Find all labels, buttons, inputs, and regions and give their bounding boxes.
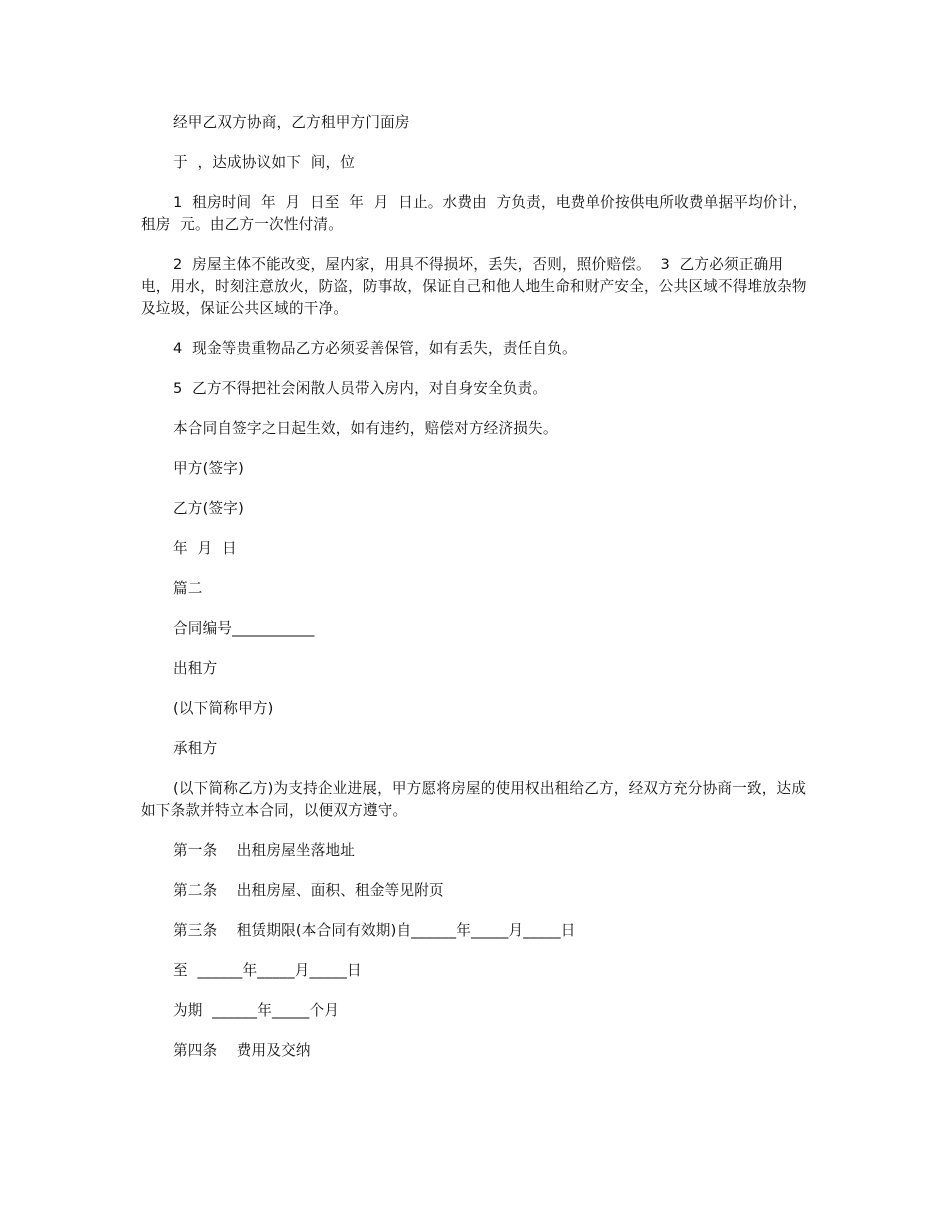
article-4: 第四条 费用及交纳 bbox=[173, 1042, 311, 1059]
contract-number: 合同编号___________ bbox=[173, 620, 315, 637]
paragraph-clause-2-3: 2 房屋主体不能改变，屋内家，用具不得损坏，丢失，否则，照价赔偿。 3 乙方必须正确用电，用水，时刻注意放火，防盗，防事故，保证自己和他人地生命和财产安全，公共区域不得堆放杂物及垃圾，保证公共区域的干净。 bbox=[141, 256, 807, 317]
document-body bbox=[141, 112, 811, 1080]
lessor-label: 出租方 bbox=[173, 660, 218, 677]
paragraph-clause-5: 5 乙方不得把社会闲散人员带入房内，对自身安全负责。 bbox=[173, 380, 548, 397]
signature-date: 年 月 日 bbox=[173, 540, 237, 557]
paragraph-effective: 本合同自签字之日起生效，如有违约，赔偿对方经济损失。 bbox=[173, 420, 558, 437]
paragraph-intro: 经甲乙双方协商，乙方租甲方门面房 bbox=[173, 114, 410, 131]
signature-party-b: 乙方(签字) bbox=[173, 500, 244, 517]
paragraph-preamble: (以下简称乙方)为支持企业进展，甲方愿将房屋的使用权出租给乙方，经双方充分协商一致，达成如下条款并特立本合同，以便双方遵守。 bbox=[141, 780, 807, 819]
paragraph-location: 于 ，达成协议如下 间，位 bbox=[173, 154, 356, 171]
paragraph-clause-1: 1 租房时间 年 月 日至 年 月 日止。水费由 方负责，电费单价按供电所收费单据平均价计，租房 元。由乙方一次性付清。 bbox=[141, 194, 808, 233]
lessee-label: 承租方 bbox=[173, 740, 218, 757]
article-2: 第二条 出租房屋、面积、租金等见附页 bbox=[173, 882, 444, 899]
section-heading: 篇二 bbox=[173, 580, 203, 597]
lessor-alias: (以下简称甲方) bbox=[173, 700, 274, 717]
article-3: 第三条 租赁期限(本合同有效期)自______年_____月_____日 bbox=[173, 922, 576, 939]
paragraph-clause-4: 4 现金等贵重物品乙方必须妥善保管，如有丢失，责任自负。 bbox=[173, 340, 577, 357]
signature-party-a: 甲方(签字) bbox=[173, 460, 244, 477]
article-3-end-date: 至 ______年_____月_____日 bbox=[173, 962, 362, 979]
article-1: 第一条 出租房屋坐落地址 bbox=[173, 842, 356, 859]
article-3-duration: 为期 ______年_____个月 bbox=[173, 1002, 340, 1019]
